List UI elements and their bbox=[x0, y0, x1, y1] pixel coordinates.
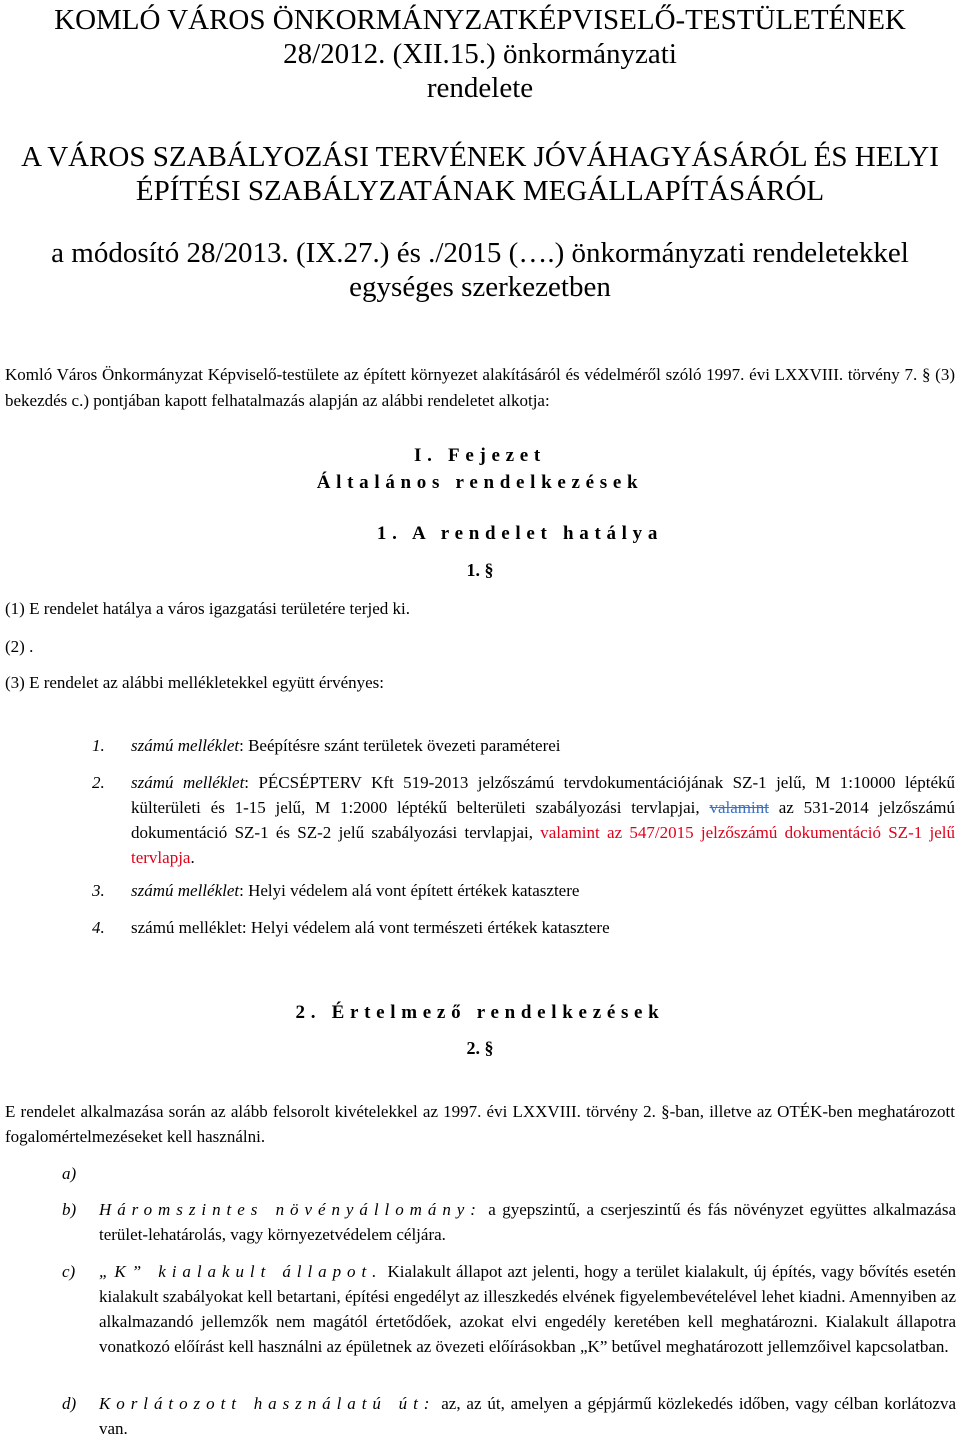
annex-2-text bbox=[131, 770, 955, 870]
annex-2-amended-text: valamint az 547/2015 jelzőszámú dokumentáció SZ-1 jelű tervlapja bbox=[131, 823, 956, 867]
annex-1-description: : Beépítésre szánt területek övezeti paraméterei bbox=[239, 736, 561, 755]
section-1-clause-1: (1) E rendelet hatálya a város igazgatási területére terjed ki. bbox=[5, 599, 410, 618]
annex-3-label: számú melléklet bbox=[131, 881, 240, 900]
definition-c-term: „K” kialakult állapot. bbox=[99, 1262, 383, 1281]
annex-3-text bbox=[131, 878, 955, 903]
subject-line-2: ÉPÍTÉSI SZABÁLYZATÁNAK MEGÁLLAPÍTÁSÁRÓL bbox=[135, 175, 825, 207]
section-1-paragraph-mark: 1. § bbox=[466, 560, 494, 580]
annex-4-number: 4. bbox=[92, 918, 105, 937]
definition-b-term: Háromszintes növényállomány: bbox=[99, 1200, 482, 1219]
annex-2-label: számú melléklet bbox=[131, 773, 245, 792]
definition-d-text: az, az út, amelyen a gépjármű közlekedés időben, vagy célban korlátozva van. bbox=[99, 1394, 957, 1438]
definition-b bbox=[99, 1197, 956, 1247]
section-2-heading: 2. Értelmező rendelkezések bbox=[295, 1002, 665, 1023]
annex-3-number: 3. bbox=[92, 881, 105, 900]
section-2-intro: E rendelet alkalmazása során az alább felsorolt kivételekkel az 1997. évi LXXVIII. törvény 2. §-ban, illetve az OTÉK-ben meghatározott fogalomértelmezéseket kell használni. bbox=[5, 1102, 955, 1146]
annex-1-number: 1. bbox=[92, 736, 105, 755]
definition-a-letter: a) bbox=[62, 1164, 77, 1183]
preamble: Komló Város Önkormányzat Képviselő-testülete az épített környezet alakításáról és védelméről szóló 1997. évi LXXVIII. törvény 7. § (3) bekezdés c.) pontjában kapott felhatalmazás alapján az alábbi rendeletet alkotja: bbox=[5, 365, 955, 410]
chapter-title: Általános rendelkezések bbox=[316, 472, 644, 493]
document-title bbox=[0, 3, 960, 105]
section-1-heading: 1. A rendelet hatálya bbox=[376, 523, 664, 544]
annex-3-description: : Helyi védelem alá vont épített értékek katasztere bbox=[239, 881, 580, 900]
definition-b-text: a gyepszintű, a cserjeszintű és fás növényzet együttes alkalmazása terület-lehatárolás, vagy környezetvédelem céljára. bbox=[99, 1200, 957, 1244]
definition-c-text: Kialakult állapot azt jelenti, hogy a terület kialakult, új építés, vagy bővítés esetén kialakult szabályokat kell betartani, építési engedélyt az illeszkedés elvének figyelembevételével lehet kiadni. Amennyiben az alkalmazandó jellemzők nem magától értetődőek, azokat elvi engedély keretében kell meghatározni. Kialakult állapotra vonatkozó előírást kell használni az épületnek az övezeti előírásokban „K” betűvel meghatározott jellemzőivel kapcsolatban. bbox=[99, 1262, 956, 1356]
amendment-note bbox=[0, 236, 960, 304]
annex-4-text: számú melléklet: Helyi védelem alá vont természeti értékek katasztere bbox=[131, 918, 610, 937]
annex-2-description-cont: az 531-2014 jelzőszámú dokumentáció SZ-1 és SZ-2 jelű szabályozási tervlapjai, bbox=[131, 798, 955, 842]
annex-2-number: 2. bbox=[92, 773, 105, 792]
document-subject bbox=[0, 140, 960, 208]
annex-2-struck-text: valamint bbox=[709, 798, 769, 817]
annex-2-description: : PÉCSÉPTERV Kft 519-2013 jelzőszámú tervdokumentációjának SZ-1 jelű, M 1:10000 léptékű külterületi és 1-15 jelű, M 1:2000 léptékű belterületi szabályozási tervlapjai, bbox=[131, 773, 955, 817]
amendment-line-2: egységes szerkezetben bbox=[349, 271, 611, 303]
annex-2-end: . bbox=[190, 848, 195, 867]
definition-c bbox=[99, 1259, 956, 1359]
chapter-number: I. Fejezet bbox=[414, 445, 546, 466]
section-1-clause-3: (3) E rendelet az alábbi mellékletekkel együtt érvényes: bbox=[5, 673, 385, 692]
title-line-3: rendelete bbox=[426, 72, 534, 104]
subject-line-1: A VÁROS SZABÁLYOZÁSI TERVÉNEK JÓVÁHAGYÁSÁRÓL ÉS HELYI bbox=[21, 141, 939, 173]
title-line-2: 28/2012. (XII.15.) önkormányzati bbox=[283, 38, 677, 70]
definition-d bbox=[99, 1391, 956, 1441]
annex-1-label: számú melléklet bbox=[131, 736, 240, 755]
annex-1-text bbox=[131, 733, 955, 758]
definition-b-letter: b) bbox=[62, 1200, 77, 1219]
amendment-line-1: a módosító 28/2013. (IX.27.) és ./2015 (….) önkormányzati rendeletekkel bbox=[51, 237, 909, 269]
title-line-1: KOMLÓ VÁROS ÖNKORMÁNYZATKÉPVISELŐ-TESTÜLETÉNEK bbox=[54, 4, 906, 36]
section-2-paragraph-mark: 2. § bbox=[466, 1038, 494, 1058]
definition-d-letter: d) bbox=[62, 1394, 77, 1413]
definition-d-term: Korlátozott használatú út: bbox=[99, 1394, 436, 1413]
definition-c-letter: c) bbox=[62, 1262, 76, 1281]
section-1-clause-2: (2) . bbox=[5, 637, 34, 656]
